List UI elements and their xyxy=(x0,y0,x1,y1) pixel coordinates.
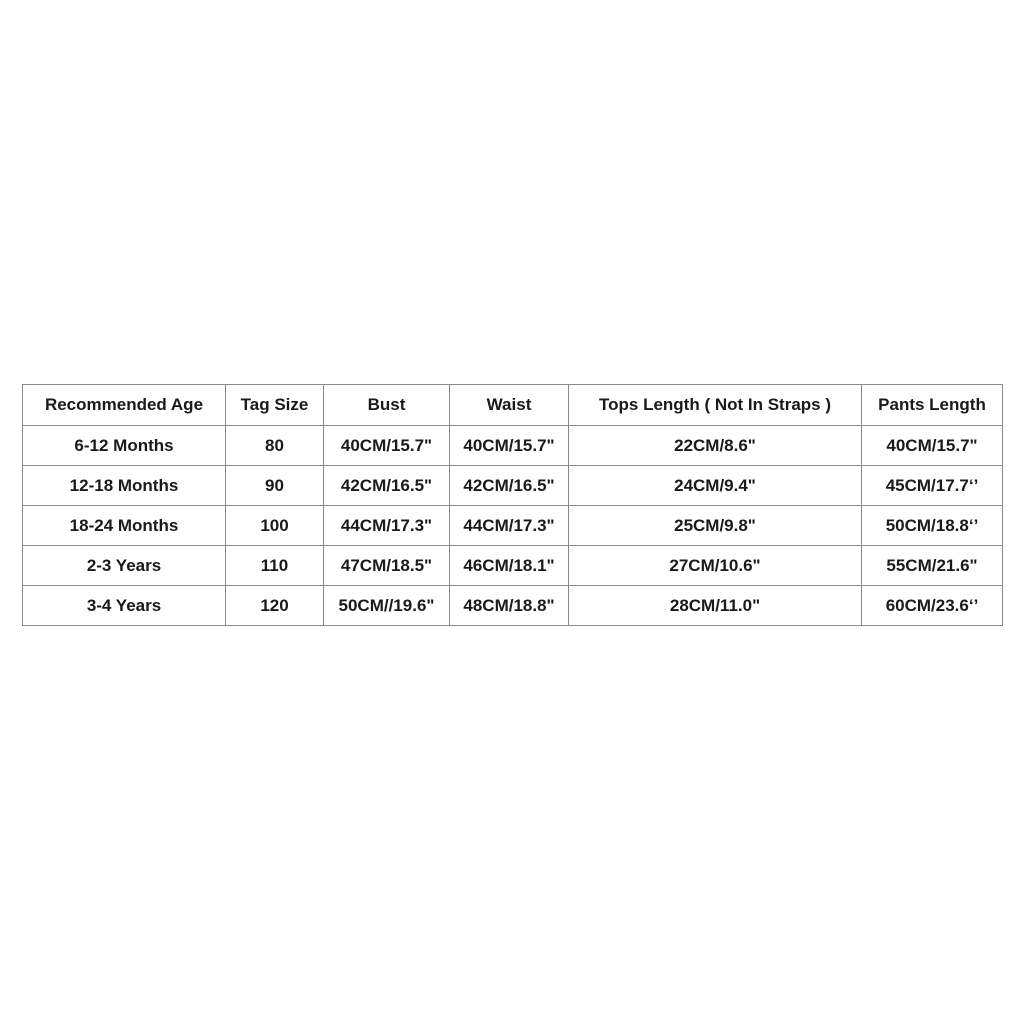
cell-waist: 48CM/18.8" xyxy=(450,586,569,626)
cell-tag-size: 110 xyxy=(226,546,324,586)
table-row xyxy=(23,426,1003,466)
table-row xyxy=(23,466,1003,506)
header-waist: Waist xyxy=(450,385,569,426)
cell-bust: 40CM/15.7" xyxy=(324,426,450,466)
cell-age: 2-3 Years xyxy=(23,546,226,586)
cell-pants-length: 60CM/23.6‘’ xyxy=(862,586,1003,626)
cell-bust: 50CM//19.6" xyxy=(324,586,450,626)
cell-tops-length: 28CM/11.0" xyxy=(569,586,862,626)
cell-age: 6-12 Months xyxy=(23,426,226,466)
cell-age: 18-24 Months xyxy=(23,506,226,546)
cell-age: 3-4 Years xyxy=(23,586,226,626)
cell-waist: 44CM/17.3" xyxy=(450,506,569,546)
cell-bust: 42CM/16.5" xyxy=(324,466,450,506)
cell-tag-size: 100 xyxy=(226,506,324,546)
cell-tops-length: 27CM/10.6" xyxy=(569,546,862,586)
table-row xyxy=(23,546,1003,586)
header-tops-length: Tops Length ( Not In Straps ) xyxy=(569,385,862,426)
header-pants-length: Pants Length xyxy=(862,385,1003,426)
cell-bust: 47CM/18.5" xyxy=(324,546,450,586)
cell-tops-length: 22CM/8.6" xyxy=(569,426,862,466)
cell-tops-length: 24CM/9.4" xyxy=(569,466,862,506)
cell-bust: 44CM/17.3" xyxy=(324,506,450,546)
cell-waist: 40CM/15.7" xyxy=(450,426,569,466)
cell-waist: 46CM/18.1" xyxy=(450,546,569,586)
header-tag-size: Tag Size xyxy=(226,385,324,426)
cell-pants-length: 40CM/15.7" xyxy=(862,426,1003,466)
size-chart-table xyxy=(22,384,1003,626)
cell-pants-length: 55CM/21.6" xyxy=(862,546,1003,586)
header-row xyxy=(23,385,1003,426)
cell-tops-length: 25CM/9.8" xyxy=(569,506,862,546)
cell-tag-size: 80 xyxy=(226,426,324,466)
table-row xyxy=(23,586,1003,626)
header-bust: Bust xyxy=(324,385,450,426)
table-row xyxy=(23,506,1003,546)
cell-age: 12-18 Months xyxy=(23,466,226,506)
cell-tag-size: 120 xyxy=(226,586,324,626)
cell-pants-length: 45CM/17.7‘’ xyxy=(862,466,1003,506)
cell-waist: 42CM/16.5" xyxy=(450,466,569,506)
cell-pants-length: 50CM/18.8‘’ xyxy=(862,506,1003,546)
cell-tag-size: 90 xyxy=(226,466,324,506)
header-recommended-age: Recommended Age xyxy=(23,385,226,426)
